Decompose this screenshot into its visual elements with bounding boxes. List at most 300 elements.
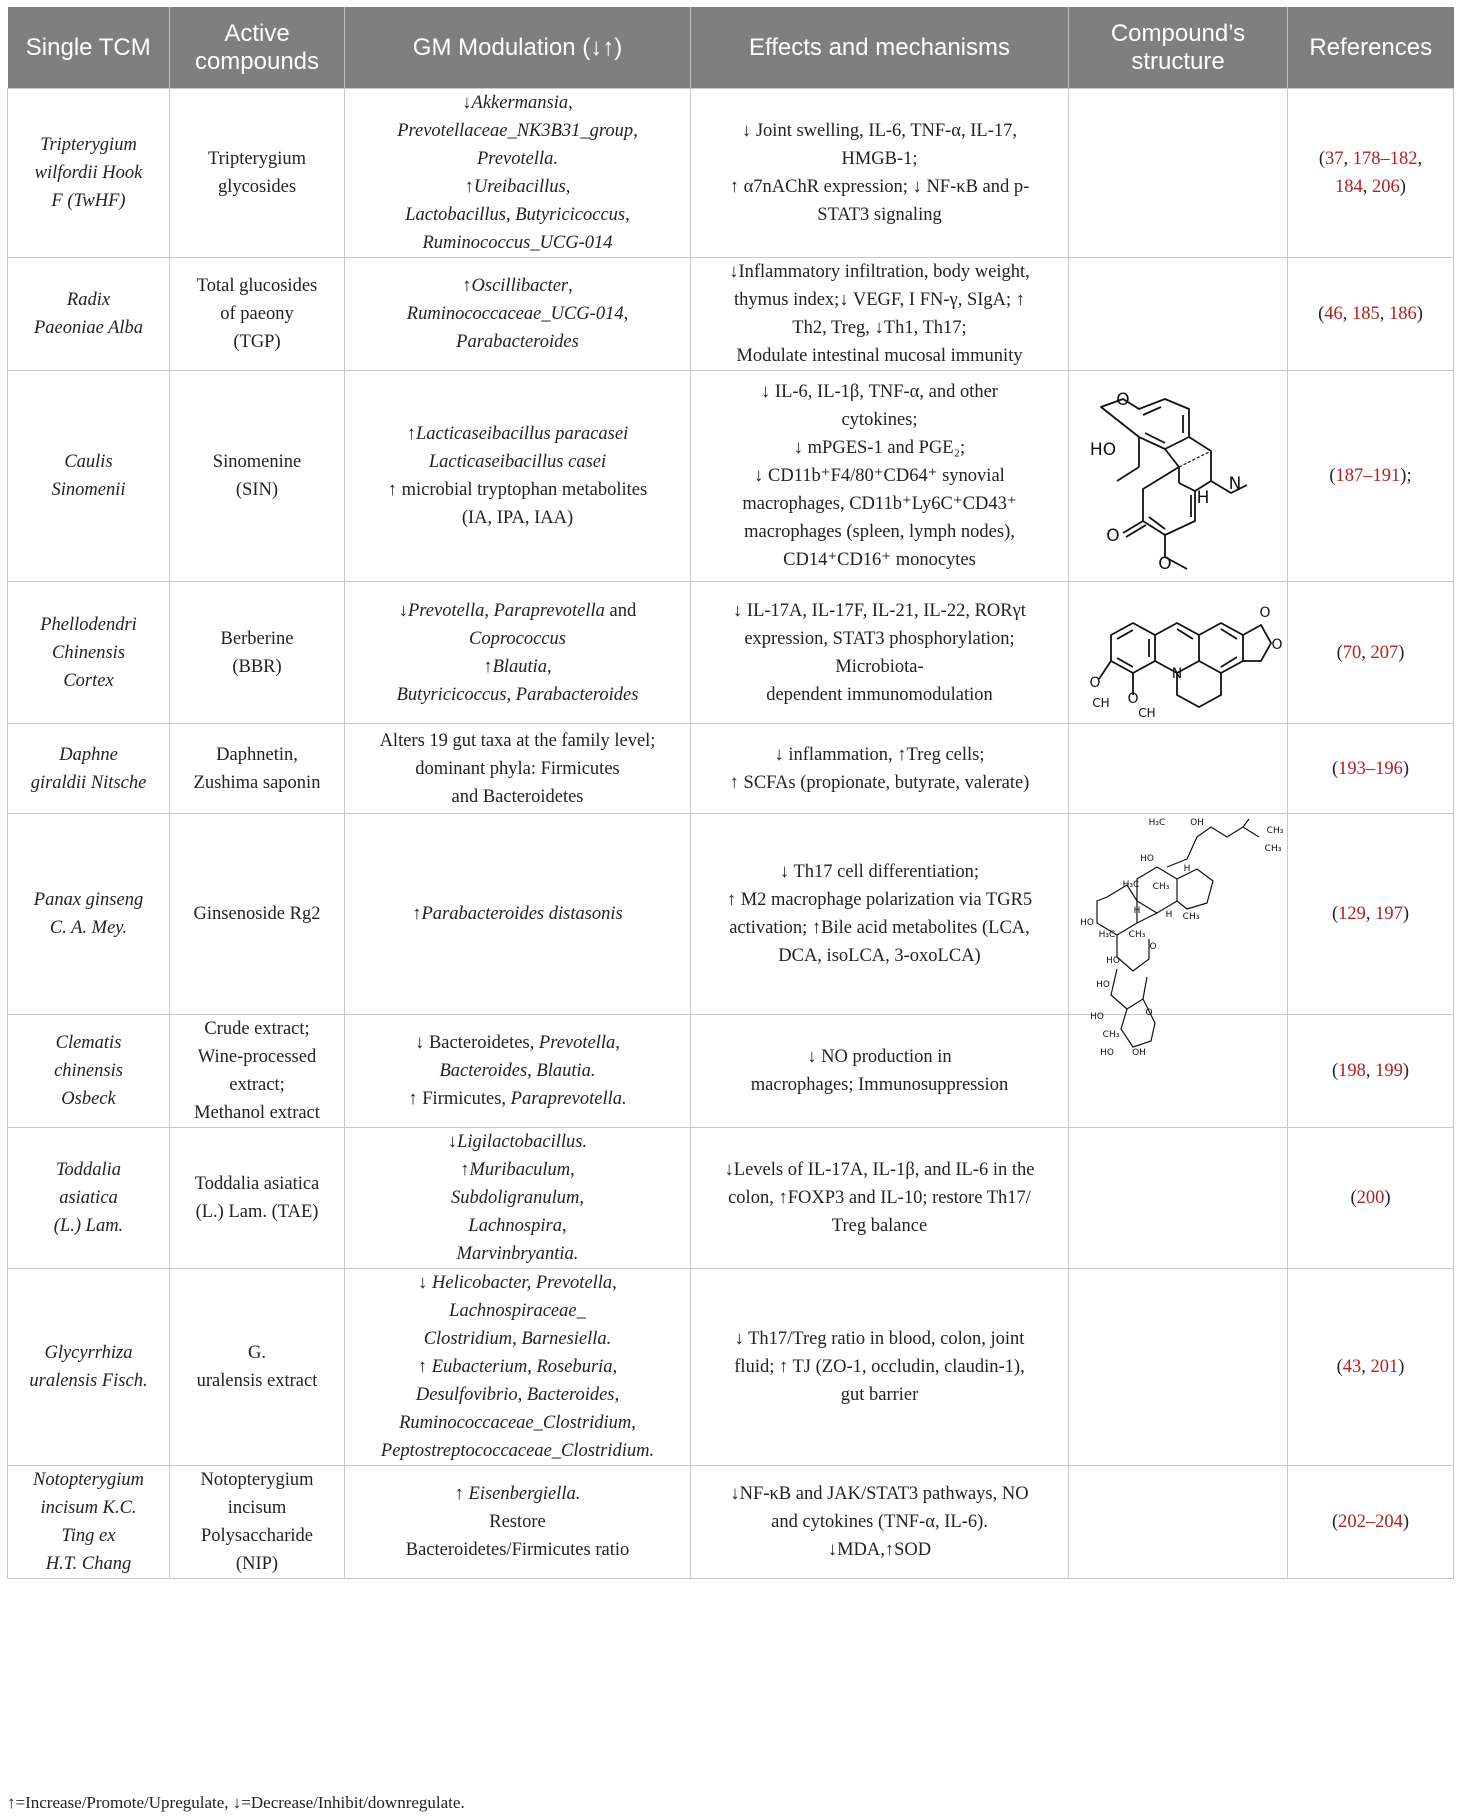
cell-gm-modulation [345, 582, 691, 724]
table-body [8, 89, 1454, 1579]
cell-line: Sinomenine [212, 452, 302, 472]
cell-line: macrophages (spleen, lymph nodes), [744, 522, 1015, 542]
cell-line: thymus index;↓ VEGF, I FN-γ, SIgA; ↑ [733, 290, 1026, 310]
cell-active-compounds [170, 1128, 345, 1269]
atom-label: CH₃ [1182, 912, 1200, 922]
cell-line: activation; ↑Bile acid metabolites (LCA, [729, 918, 1030, 938]
gm-segment: Blautia [492, 656, 548, 677]
cell-active-compounds [170, 1269, 345, 1466]
cell-line: Th2, Treg, ↓Th1, Th17; [792, 318, 967, 338]
cell-effects [691, 371, 1069, 582]
cell-line: Chinensis [52, 642, 125, 663]
gm-segment: Akkermansia [471, 93, 569, 113]
atom-label: CH [1092, 695, 1110, 710]
tcm-table [7, 7, 1454, 1579]
atom-label: HO [1140, 854, 1154, 864]
cell-line: ↓NF-κB and JAK/STAT3 pathways, NO [730, 1484, 1029, 1504]
cell-line: Methanol extract [194, 1103, 320, 1123]
cell-references [1288, 1466, 1454, 1579]
cell-effects [691, 814, 1069, 1015]
atom-label: H₃C [1148, 818, 1166, 828]
gm-segment: , [579, 1188, 585, 1208]
atom-label: O [1116, 390, 1130, 410]
gm-segment: Eubacterium, Roseburia, [431, 1357, 618, 1377]
gm-segment: , [570, 1160, 575, 1180]
cell-structure [1069, 371, 1288, 582]
cell-line: ↓ IL-6, IL-1β, TNF-α, and other [761, 382, 998, 402]
reference-link[interactable]: 129 [1338, 904, 1366, 924]
reference-link[interactable]: 197 [1375, 904, 1403, 924]
reference-punct: ) [1402, 904, 1410, 924]
cell-line: Toddalia [55, 1160, 122, 1180]
header-references: References [1288, 7, 1454, 89]
cell-line: Microbiota- [835, 656, 924, 677]
cell-single-tcm [8, 814, 170, 1015]
gm-segment: Ruminococcaceae_UCG-014 [406, 304, 624, 324]
gm-segment: Coprococcus [469, 628, 566, 649]
cell-line: Notopterygium [33, 1470, 144, 1490]
cell-line: Radix [66, 290, 111, 310]
reference-punct: ) [1399, 177, 1406, 197]
reference-punct: ( [1331, 1061, 1339, 1081]
gm-segment: , Prevotella, [529, 1033, 620, 1053]
gm-segment: Ureibacillus [473, 177, 566, 197]
cell-effects [691, 724, 1069, 814]
header-structure: Compound’s structure [1069, 7, 1288, 89]
gm-segment: Prevotella. [477, 149, 558, 169]
gm-segment: Lacticaseibacillus casei [428, 452, 607, 472]
cell-line: giraldii Nitsche [30, 772, 147, 793]
cell-line: Osbeck [61, 1089, 116, 1109]
bond [1149, 495, 1191, 529]
gm-segment: Parabacteroides [456, 332, 579, 352]
atom-label: CH₃ [1102, 1030, 1120, 1040]
cell-line: Daphnetin, [216, 744, 298, 765]
reference-link[interactable]: 186 [1389, 304, 1417, 324]
bond [1097, 885, 1137, 935]
gm-segment: ↑ [406, 424, 417, 444]
gm-segment: ↓ [398, 600, 408, 621]
cell-line: Notopterygium [200, 1470, 314, 1490]
cell-effects [691, 1015, 1069, 1128]
reference-punct: ) [1398, 1357, 1405, 1377]
cell-references [1288, 1269, 1454, 1466]
cell-line: ↑ α7nAChR expression; ↓ NF-κB and p- [729, 177, 1030, 197]
reference-link[interactable]: 184 [1335, 177, 1363, 197]
cell-structure [1069, 89, 1288, 258]
reference-link[interactable]: 185 [1352, 304, 1380, 324]
gm-segment: , [505, 205, 516, 225]
gm-segment: Prevotellaceae_NK3B31_group [397, 121, 634, 141]
reference-link[interactable]: 43 [1342, 1357, 1362, 1377]
bond [1143, 467, 1195, 535]
reference-link[interactable]: 199 [1375, 1061, 1403, 1081]
atom-label: H₃C [1098, 930, 1116, 940]
cell-gm-modulation [345, 814, 691, 1015]
header-active-compounds: Active compounds [170, 7, 345, 89]
cell-line: Crude extract; [204, 1019, 310, 1039]
gm-segment: , [506, 684, 516, 705]
gm-segment: Subdoligranulum [450, 1188, 580, 1208]
cell-references [1288, 371, 1454, 582]
atom-label: H [1165, 910, 1173, 920]
reference-punct: ); [1400, 466, 1412, 486]
table-row [8, 371, 1454, 582]
cell-line: Cortex [63, 670, 114, 691]
cell-single-tcm [8, 1128, 170, 1269]
cell-active-compounds [170, 89, 345, 258]
table-row [8, 258, 1454, 371]
reference-link[interactable]: 37 [1325, 149, 1344, 169]
cell-line: F (TwHF) [51, 191, 126, 211]
reference-link[interactable]: 206 [1372, 177, 1400, 197]
reference-punct: ( [1336, 1357, 1343, 1377]
atom-label: CH₃ [1128, 930, 1146, 940]
gm-segment: , [568, 93, 573, 113]
cell-references [1288, 724, 1454, 814]
cell-gm-modulation [345, 258, 691, 371]
cell-line: Toddalia asiatica [194, 1174, 320, 1194]
gm-segment: ↑ [462, 276, 472, 296]
table-row [8, 814, 1454, 1015]
gm-segment: Lachnospiraceae_ [449, 1301, 586, 1321]
atom-label: CH₃ [1152, 882, 1170, 892]
cell-gm-modulation [345, 724, 691, 814]
atom-label: CH₃ [1264, 844, 1282, 854]
cell-line: dependent immunomodulation [766, 684, 993, 705]
cell-line: ↓Levels of IL-17A, IL-1β, and IL-6 in the [724, 1160, 1035, 1180]
cell-line: Total glucosides [196, 276, 318, 296]
gm-segment: Parabacteroides [515, 684, 639, 705]
reference-punct: ) [1416, 304, 1423, 324]
cell-single-tcm [8, 1015, 170, 1128]
table-row [8, 1015, 1454, 1128]
gm-segment: Alters 19 gut taxa at the family level; [379, 730, 656, 751]
atom-label: O [1158, 554, 1172, 574]
gm-segment: ↑ [454, 1484, 469, 1504]
gm-segment: Restore [489, 1512, 546, 1532]
atom-label: HO [1080, 918, 1094, 928]
atom-label: H [1183, 864, 1191, 874]
cell-line: Wine-processed [197, 1047, 317, 1067]
reference-link[interactable]: 198 [1338, 1061, 1366, 1081]
atom-label: O [1127, 690, 1139, 707]
gm-segment: Prevotella [407, 600, 485, 621]
cell-line: Polysaccharide [201, 1526, 313, 1546]
cell-line: DCA, isoLCA, 3-oxoLCA) [778, 946, 981, 966]
bond [1177, 673, 1221, 707]
cell-effects [691, 89, 1069, 258]
atom-label: HO [1100, 1048, 1114, 1058]
atom-label: O [1271, 636, 1283, 653]
cell-line: incisum K.C. [40, 1498, 137, 1518]
cell-line: HMGB-1; [841, 149, 918, 169]
cell-line: colon, ↑FOXP3 and IL-10; restore Th17/ [728, 1188, 1031, 1208]
bond [1117, 630, 1149, 667]
gm-segment: Bacteroidetes/Firmicutes ratio [405, 1540, 630, 1560]
reference-punct: , [1361, 1357, 1371, 1377]
reference-punct: , [1343, 149, 1353, 169]
cell-references [1288, 814, 1454, 1015]
cell-effects [691, 258, 1069, 371]
cell-structure [1069, 582, 1288, 724]
cell-references [1288, 1015, 1454, 1128]
atom-label: CH [1138, 705, 1156, 720]
table-row [8, 1466, 1454, 1579]
gm-segment: Marvinbryantia. [456, 1244, 579, 1264]
cell-active-compounds [170, 258, 345, 371]
cell-line: C. A. Mey. [49, 918, 128, 938]
atom-label: O [1106, 526, 1120, 546]
cell-effects [691, 1466, 1069, 1579]
cell-references [1288, 258, 1454, 371]
reference-link[interactable]: 207 [1370, 642, 1399, 663]
gm-segment: Butyricicoccus [396, 684, 507, 705]
bond [1123, 521, 1146, 537]
cell-line: (L.) Lam. [53, 1216, 124, 1236]
cell-line: ↓ NO production in [807, 1047, 952, 1067]
table-row [8, 724, 1454, 814]
atom-label: OH [1132, 1048, 1146, 1058]
cell-structure [1069, 1269, 1288, 1466]
gm-segment: ↑ Firmicutes [408, 1089, 502, 1109]
cell-gm-modulation [345, 1128, 691, 1269]
gm-segment: ↑ [460, 1160, 470, 1180]
cell-line: CD14⁺CD16⁺ monocytes [783, 550, 976, 570]
cell-line: (SIN) [235, 480, 279, 500]
bond [1243, 625, 1271, 661]
atom-label: N [1171, 665, 1183, 682]
cell-line: Clematis [55, 1033, 122, 1053]
reference-punct: ( [1318, 304, 1325, 324]
gm-segment: and Bacteroidetes [451, 786, 584, 807]
cell-active-compounds [170, 1466, 345, 1579]
reference-punct: ) [1402, 1512, 1410, 1532]
cell-line: Berberine [220, 628, 294, 649]
reference-link[interactable]: 201 [1370, 1357, 1399, 1377]
gm-segment: , [547, 656, 552, 677]
bond [1111, 969, 1147, 1009]
cell-line: fluid; ↑ TJ (ZO-1, occludin, claudin-1), [734, 1357, 1025, 1377]
cell-line: Caulis [64, 452, 113, 472]
gm-segment: ↑ [412, 904, 422, 924]
gm-segment: (IA, IPA, IAA) [461, 508, 574, 528]
cell-line: H.T. Chang [45, 1554, 132, 1574]
atom-label: O [1259, 604, 1271, 621]
bond [1117, 437, 1179, 483]
cell-line: incisum [227, 1498, 287, 1518]
cell-line: ↓ Th17/Treg ratio in blood, colon, joint [734, 1329, 1025, 1349]
cell-active-compounds [170, 1015, 345, 1128]
cell-single-tcm [8, 582, 170, 724]
atom-label: OH [1190, 818, 1204, 828]
gm-segment: Oscillibacter [471, 276, 569, 296]
cell-single-tcm [8, 1269, 170, 1466]
cell-line: macrophages, CD11b⁺Ly6C⁺CD43⁺ [742, 494, 1017, 514]
gm-segment: , [623, 304, 629, 324]
atom-label: H [1133, 906, 1141, 916]
cell-line: Panax ginseng [33, 890, 144, 910]
bond [1199, 623, 1243, 673]
gm-segment: Eisenbergiella. [468, 1484, 581, 1504]
table-footnote: ↑=Increase/Promote/Upregulate, ↓=Decrease/Inhibit/downregulate. [7, 1793, 465, 1812]
cell-line: cytokines; [841, 410, 918, 430]
cell-structure [1069, 1015, 1288, 1128]
bond [1177, 869, 1213, 909]
bond [1197, 819, 1259, 837]
gm-segment: Lachnospira [468, 1216, 562, 1236]
cell-line: Glycyrrhiza [44, 1343, 133, 1363]
gm-segment: , [484, 600, 494, 621]
gm-segment: Clostridium, Barnesiella. [423, 1329, 612, 1349]
gm-segment: Bacteroides, Blautia. [439, 1061, 596, 1081]
reference-punct: ( [1350, 1188, 1357, 1208]
cell-effects [691, 1128, 1069, 1269]
cell-single-tcm [8, 371, 170, 582]
atom-label: H₃C [1122, 880, 1140, 890]
cell-line: ↓ CD11b⁺F4/80⁺CD64⁺ synovial [754, 466, 1005, 486]
gm-segment: Parabacteroides distasonis [421, 904, 623, 924]
cell-line: and cytokines (TNF-α, IL-6). [771, 1512, 988, 1532]
atom-label: HO [1090, 1012, 1104, 1022]
reference-punct: ) [1384, 1188, 1391, 1208]
atom-label: O [1149, 942, 1157, 952]
cell-single-tcm [8, 89, 170, 258]
cell-line: Treg balance [831, 1216, 928, 1236]
gm-segment: Helicobacter, Prevotella, [432, 1273, 617, 1293]
bond [1179, 451, 1211, 467]
cell-line: Zushima saponin [193, 772, 321, 793]
table-row [8, 582, 1454, 724]
cell-line: ↓ inflammation, ↑Treg cells; [774, 744, 985, 765]
gm-segment: , [565, 177, 571, 197]
reference-punct: ( [1329, 466, 1336, 486]
cell-structure [1069, 1128, 1288, 1269]
reference-link[interactable]: 193–196 [1338, 758, 1403, 779]
reference-punct: , [1379, 304, 1389, 324]
sinomenine-structure [1083, 371, 1273, 581]
gm-segment: Paraprevotella [493, 600, 605, 621]
header-effects: Effects and mechanisms [691, 7, 1069, 89]
ginsenoside-structure [1077, 818, 1287, 1058]
cell-line: ↓ mPGES-1 and PGE₂; [793, 438, 966, 458]
reference-punct: , [1417, 149, 1423, 169]
cell-references [1288, 89, 1454, 258]
table-header [8, 7, 1454, 89]
cell-line: ↓ Th17 cell differentiation; [779, 862, 980, 882]
cell-structure [1069, 258, 1288, 371]
reference-punct: ) [1402, 758, 1410, 779]
gm-segment: , [561, 1216, 567, 1236]
cell-single-tcm [8, 724, 170, 814]
reference-link[interactable]: 70 [1342, 642, 1362, 663]
cell-structure [1069, 814, 1288, 1058]
bond [1167, 837, 1197, 867]
cell-line: ↑ SCFAs (propionate, butyrate, valerate) [729, 772, 1030, 793]
cell-line: ↓MDA,↑SOD [827, 1540, 932, 1560]
reference-punct: ( [1336, 642, 1343, 663]
cell-line: macrophages; Immunosuppression [750, 1075, 1009, 1095]
gm-segment: Lacticaseibacillus paracasei [416, 424, 629, 444]
cell-line: gut barrier [840, 1385, 919, 1405]
cell-active-compounds [170, 724, 345, 814]
reference-punct: ) [1402, 1061, 1410, 1081]
gm-segment: Desulfovibrio, Bacteroides, [415, 1385, 620, 1405]
cell-active-compounds [170, 371, 345, 582]
atom-label: N [1228, 474, 1242, 494]
cell-line: wilfordii Hook [34, 163, 143, 183]
gm-segment: dominant phyla: Firmicutes [415, 758, 620, 779]
cell-line: chinensis [54, 1061, 123, 1081]
reference-punct: , [1365, 904, 1376, 924]
cell-line: Modulate intestinal mucosal immunity [736, 346, 1023, 366]
gm-segment: ↓ [462, 93, 472, 113]
cell-line: Phellodendri [40, 614, 137, 635]
reference-link[interactable]: 200 [1356, 1188, 1385, 1208]
reference-link[interactable]: 187–191 [1335, 466, 1401, 486]
gm-segment: Ruminococcaceae_Clostridium, [399, 1413, 636, 1433]
cell-active-compounds [170, 582, 345, 724]
reference-punct: ( [1331, 758, 1339, 779]
gm-segment: ↓ [447, 1132, 458, 1152]
gm-segment: Butyricicoccus [515, 205, 626, 225]
gm-segment: Muribaculum [469, 1160, 571, 1180]
atom-label: H [1196, 488, 1210, 508]
gm-segment: ↑ microbial tryptophan metabolites [387, 480, 648, 500]
cell-single-tcm [8, 1466, 170, 1579]
reference-link[interactable]: 178–182 [1352, 149, 1418, 169]
cell-effects [691, 582, 1069, 724]
gm-segment: Ligilactobacillus. [457, 1132, 588, 1152]
reference-punct: , [1362, 177, 1373, 197]
cell-line: Daphne [59, 744, 118, 765]
cell-line: ↓ Joint swelling, IL-6, TNF-α, IL-17, [741, 121, 1017, 141]
reference-punct: ( [1331, 904, 1339, 924]
gm-segment: Ruminococcus_UCG-014 [422, 233, 613, 253]
cell-line: ↑ M2 macrophage polarization via TGR5 [726, 890, 1033, 910]
cell-effects [691, 1269, 1069, 1466]
cell-single-tcm [8, 258, 170, 371]
header-single-tcm: Single TCM [8, 7, 170, 89]
reference-punct: , [1365, 1061, 1376, 1081]
gm-segment: , Paraprevotella. [501, 1089, 627, 1109]
gm-segment: Lactobacillus [405, 205, 506, 225]
cell-line: asiatica [59, 1188, 118, 1208]
cell-active-compounds [170, 814, 345, 1015]
berberine-structure [1077, 583, 1287, 723]
cell-references [1288, 1128, 1454, 1269]
cell-line: glycosides [217, 177, 297, 197]
cell-line: Tripterygium [208, 149, 306, 169]
cell-gm-modulation [345, 1269, 691, 1466]
table-row [8, 1128, 1454, 1269]
cell-line: (TGP) [233, 332, 281, 352]
atom-label: HO [1106, 956, 1120, 966]
gm-segment: ↑ [417, 1357, 432, 1377]
cell-line: Sinomenii [51, 480, 126, 500]
gm-segment: ↓ Bacteroidetes [415, 1033, 530, 1053]
gm-segment: ↑ [464, 177, 474, 197]
atom-label: O [1089, 674, 1101, 691]
reference-link[interactable]: 46 [1324, 304, 1343, 324]
cell-gm-modulation [345, 89, 691, 258]
reference-punct: , [1342, 304, 1352, 324]
gm-segment: , [625, 205, 630, 225]
cell-line: (BBR) [232, 656, 282, 677]
reference-punct: ( [1331, 1512, 1339, 1532]
cell-line: Ting ex [61, 1526, 116, 1546]
reference-link[interactable]: 202–204 [1338, 1512, 1403, 1532]
